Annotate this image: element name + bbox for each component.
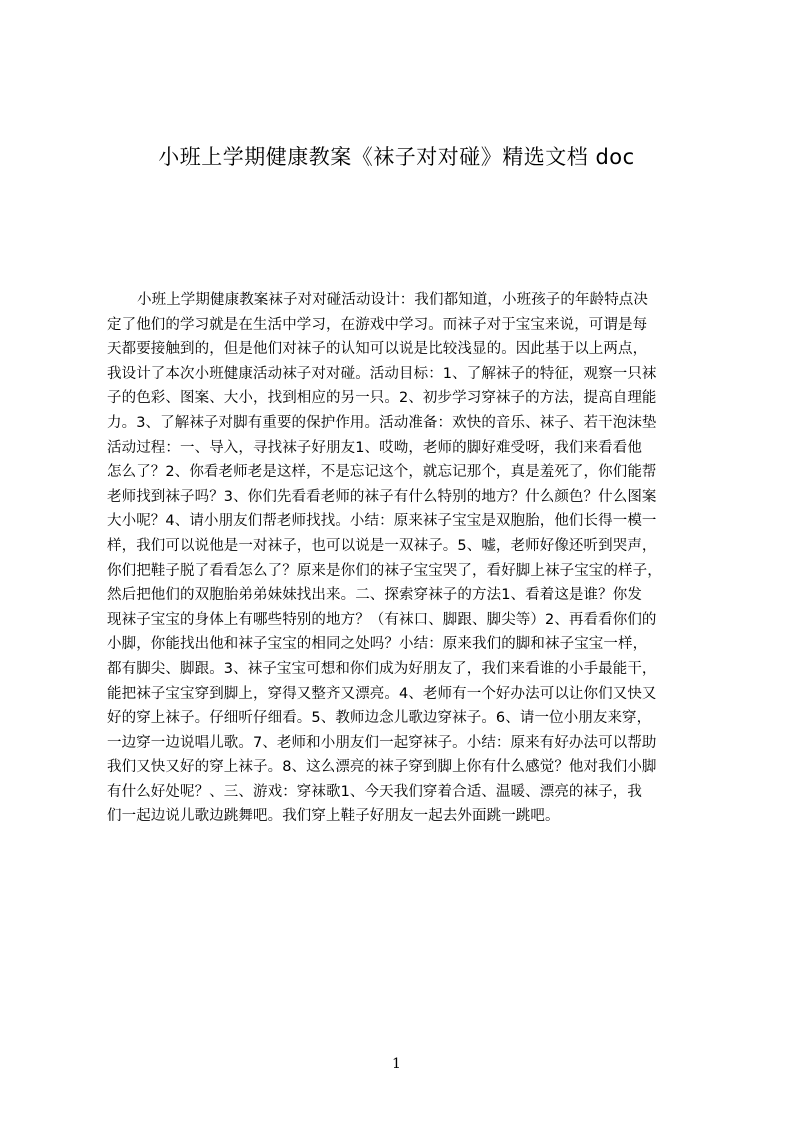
body-line: 大小呢？4、请小朋友们帮老师找找。小结：原来袜子宝宝是双胞胎，他们长得一模一: [107, 513, 657, 530]
body-line: 我设计了本次小班健康活动袜子对对碰。活动目标：1、了解袜子的特征，观察一只袜: [107, 365, 657, 382]
document-title: 小班上学期健康教案《袜子对对碰》精选文档 doc: [158, 145, 635, 169]
body-line: 好的穿上袜子。仔细听仔细看。5、教师边念儿歌边穿袜子。6、请一位小朋友来穿，: [107, 710, 652, 727]
body-line: 活动过程：一、导入，寻找袜子好朋友1、哎呦，老师的脚好难受呀，我们来看看他: [107, 439, 642, 456]
body-line: 老师找到袜子吗？3、你们先看看老师的袜子有什么特别的地方？什么颜色？什么图案: [107, 488, 657, 505]
body-line: 力。3、了解袜子对脚有重要的保护作用。活动准备：欢快的音乐、袜子、若干泡沫垫: [107, 414, 657, 431]
body-line: 怎么了？2、你看老师老是这样，不是忘记这个，就忘记那个，真是羞死了，你们能帮: [107, 464, 657, 481]
body-line: 现袜子宝宝的身体上有哪些特别的地方？（有袜口、脚跟、脚尖等）2、再看看你们的: [107, 611, 657, 628]
body-line: 样，我们可以说他是一对袜子，也可以说是一双袜子。5、嘘，老师好像还听到哭声，: [107, 537, 657, 554]
body-line: 小班上学期健康教案袜子对对碰活动设计：我们都知道，小班孩子的年龄特点决: [137, 292, 648, 308]
body-line: 定了他们的学习就是在生活中学习，在游戏中学习。而袜子对于宝宝来说，可谓是每: [107, 316, 648, 333]
body-line: 一边穿一边说唱儿歌。7、老师和小朋友们一起穿袜子。小结：原来有好办法可以帮助: [107, 734, 657, 751]
body-line: 然后把他们的双胞胎弟弟妹妹找出来。二、探索穿袜子的方法1、看着这是谁？你发: [107, 587, 642, 604]
body-line: 能把袜子宝宝穿到脚上，穿得又整齐又漂亮。4、老师有一个好办法可以让你们又快又: [107, 685, 657, 702]
document-body: [107, 288, 698, 829]
body-line: 有什么好处呢？、三、游戏：穿袜歌1、今天我们穿着合适、温暖、漂亮的袜子，我: [107, 783, 642, 800]
body-line: 都有脚尖、脚跟。3、袜子宝宝可想和你们成为好朋友了，我们来看谁的小手最能干，: [107, 660, 657, 677]
body-line: 小脚，你能找出他和袜子宝宝的相同之处吗？小结：原来我们的脚和袜子宝宝一样，: [107, 636, 648, 653]
body-line: 你们把鞋子脱了看看怎么了？原来是你们的袜子宝宝哭了，看好脚上袜子宝宝的样子，: [107, 562, 662, 579]
body-line: 我们又快又好的穿上袜子。8、这么漂亮的袜子穿到脚上你有什么感觉？他对我们小脚: [107, 759, 657, 776]
body-line: 天都要接触到的，但是他们对袜子的认知可以说是比较浅显的。因此基于以上两点，: [107, 341, 648, 358]
page-number: 1: [392, 1056, 401, 1072]
body-line: 子的色彩、图案、大小，找到相应的另一只。2、初步学习穿袜子的方法，提高自理能: [107, 390, 657, 407]
body-line: 们一起边说儿歌边跳舞吧。我们穿上鞋子好朋友一起去外面跳一跳吧。: [107, 808, 560, 825]
